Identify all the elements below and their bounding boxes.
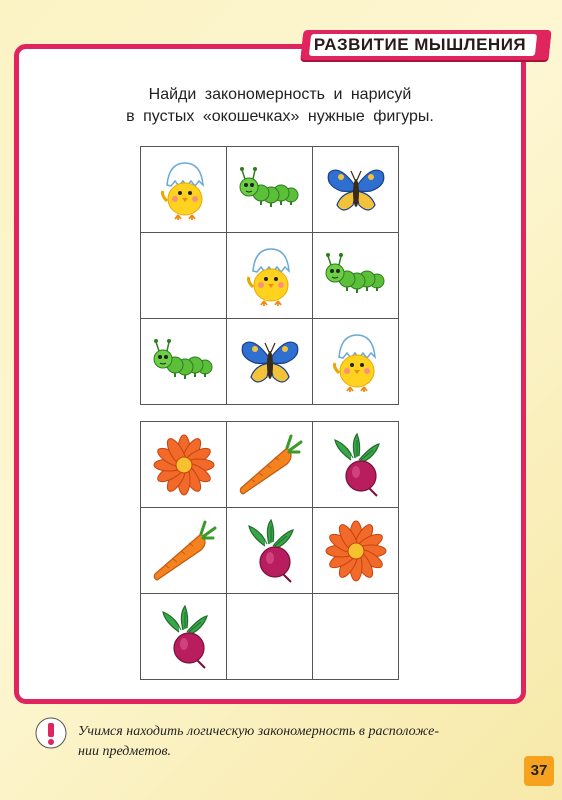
exclamation-icon [34, 716, 68, 750]
animals-cell-7 [141, 319, 227, 405]
animals-cell-1 [141, 147, 227, 233]
flower-icon [149, 430, 219, 500]
animals-cell-8 [227, 319, 313, 405]
plants-cell-1 [141, 422, 227, 508]
footer-note-line-1: Учимся находить логическую закономерность в расположе- [78, 724, 439, 739]
animals-cell-3 [313, 147, 399, 233]
caterpillar-icon [235, 155, 305, 225]
animals-cell-6 [313, 233, 399, 319]
chick-icon [235, 241, 305, 311]
carrot-icon [149, 516, 219, 586]
carrot-icon [235, 430, 305, 500]
footer-note [78, 722, 518, 762]
plants-cell-4 [141, 508, 227, 594]
plants-cell-7 [141, 594, 227, 680]
pattern-grid-plants [140, 421, 399, 680]
plants-cell-9-empty[interactable] [313, 594, 399, 680]
plants-cell-2 [227, 422, 313, 508]
task-instruction [90, 84, 470, 128]
flower-icon [321, 516, 391, 586]
caterpillar-icon [149, 327, 219, 397]
task-line-2: в пустых «окошечках» нужные фигуры. [126, 108, 434, 125]
butterfly-icon [235, 327, 305, 397]
page-number: 37 [524, 756, 554, 786]
plants-cell-3 [313, 422, 399, 508]
section-title: РАЗВИТИЕ МЫШЛЕНИЯ [313, 35, 527, 54]
chick-icon [149, 155, 219, 225]
plants-cell-5 [227, 508, 313, 594]
beet-icon [321, 430, 391, 500]
animals-cell-4-empty[interactable] [141, 233, 227, 319]
plants-cell-8-empty[interactable] [227, 594, 313, 680]
task-line-1: Найди закономерность и нарисуй [148, 86, 412, 103]
butterfly-icon [321, 155, 391, 225]
plants-cell-6 [313, 508, 399, 594]
animals-cell-9 [313, 319, 399, 405]
animals-cell-2 [227, 147, 313, 233]
pattern-grid-animals [140, 146, 399, 405]
chick-icon [321, 327, 391, 397]
caterpillar-icon [321, 241, 391, 311]
footer-note-line-2: нии предметов. [78, 744, 172, 759]
animals-cell-5 [227, 233, 313, 319]
beet-icon [149, 602, 219, 672]
beet-icon [235, 516, 305, 586]
